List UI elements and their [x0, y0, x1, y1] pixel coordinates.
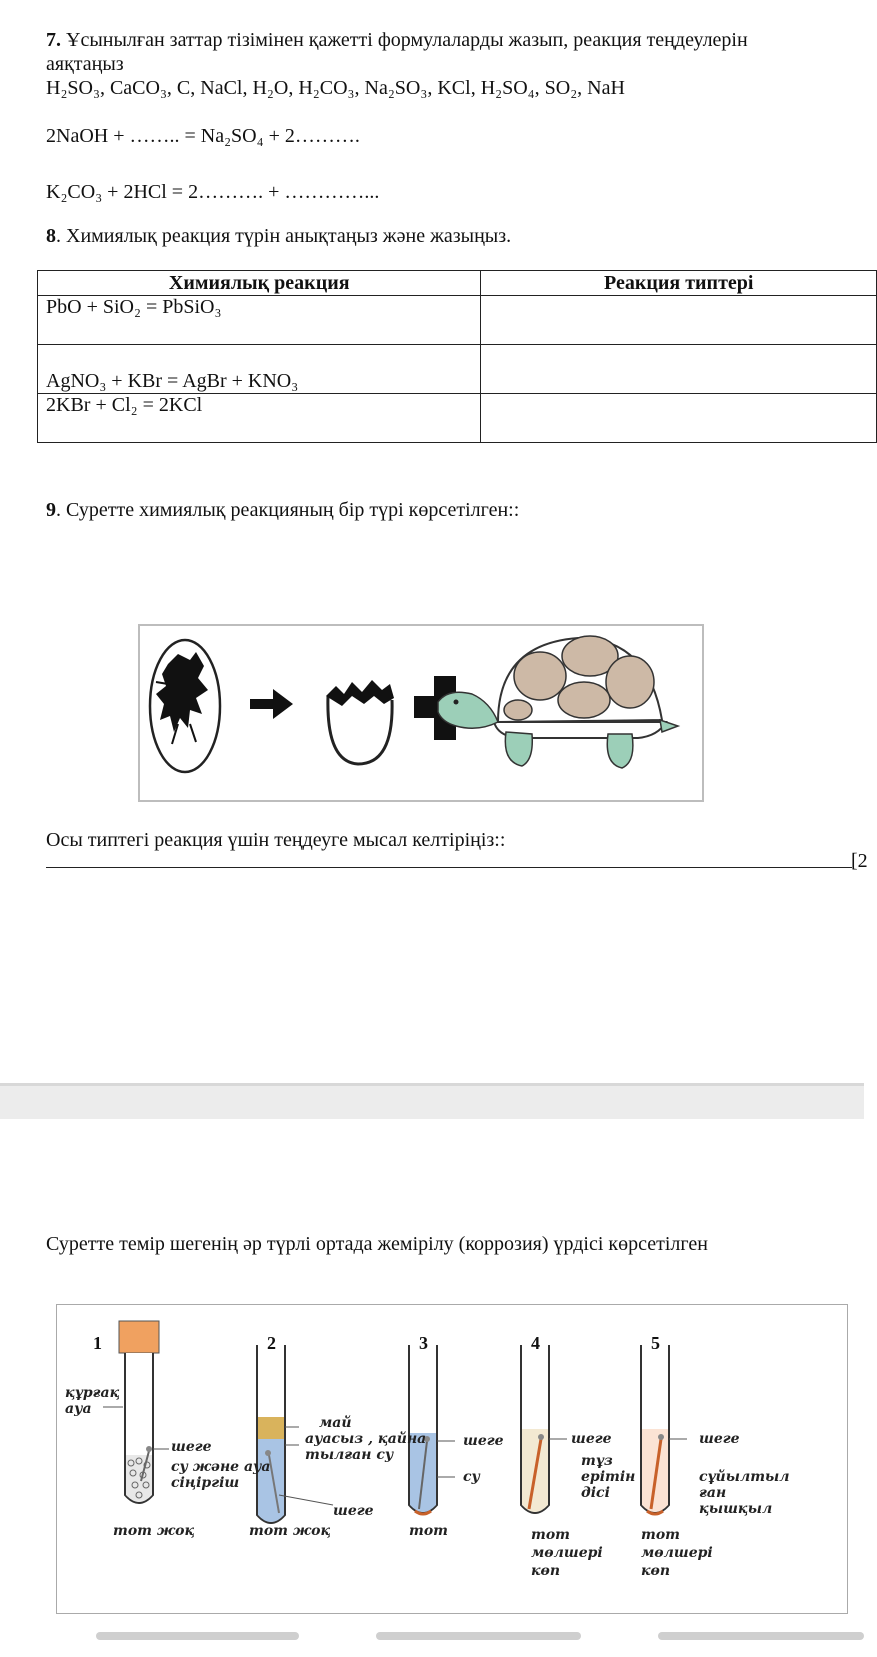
- reaction-type-cell[interactable]: [481, 394, 877, 443]
- reaction-cell: PbO + SiO₂ = PbSiO₃: [38, 296, 481, 345]
- q7-number: 7.: [46, 29, 61, 51]
- result-tube-5-line3: көп: [641, 1563, 670, 1579]
- answer-line[interactable]: [46, 867, 852, 868]
- reaction-text: AgNO₃ + KBr = AgBr + KNO₃: [46, 370, 299, 392]
- reaction-cell: [38, 345, 481, 394]
- label-air: ауа: [65, 1401, 92, 1417]
- decomposition-illustration: [138, 624, 704, 802]
- label-absorber: су және ауа: [171, 1459, 271, 1475]
- label-oil: май: [319, 1415, 352, 1431]
- broken-eggshell-icon: [326, 680, 394, 764]
- test-tube-3: [409, 1345, 455, 1514]
- test-tube-4: [521, 1345, 567, 1513]
- q7-equation-1: 2NaOH + …….. = Na₂SO₄ + 2……….: [46, 125, 360, 147]
- q9-instruction: . Суретте химиялық реакцияның бір түрі көрсетілген::: [56, 499, 520, 521]
- label-water: су: [463, 1469, 480, 1485]
- label-nail: шеге: [171, 1439, 212, 1455]
- label-salt: тұз: [581, 1453, 613, 1469]
- reaction-type-cell[interactable]: [481, 296, 877, 345]
- tube-number-3: 3: [419, 1333, 428, 1353]
- q8-instruction: . Химиялық реакция түрін анықтаңыз және жазыңыз.: [56, 225, 512, 247]
- corrosion-diagram: [56, 1304, 848, 1614]
- test-tube-5: [641, 1345, 687, 1514]
- reaction-table: [37, 270, 877, 443]
- q9-score: [2: [851, 850, 868, 872]
- tube-number-2: 2: [267, 1333, 276, 1353]
- q8-number: 8: [46, 225, 56, 247]
- label-boiled-water: ауасыз , қайна: [305, 1431, 427, 1447]
- header-reaction-type: Реакция типтері: [481, 271, 877, 296]
- reaction-cell: 2KBr + Cl₂ = 2KCl: [38, 394, 481, 443]
- label-boiled-water-2: тылған су: [305, 1447, 394, 1463]
- result-tube-5-line1: тот: [641, 1527, 680, 1543]
- oil-layer: [258, 1417, 284, 1439]
- label-nail: шеге: [333, 1503, 374, 1519]
- page-indicator-1[interactable]: [96, 1632, 299, 1640]
- q7-instruction-line2: аяқтаңыз: [46, 53, 124, 75]
- table-row: [38, 296, 877, 345]
- label-acid-3: қышқыл: [699, 1501, 773, 1517]
- result-tube-3: тот: [409, 1523, 448, 1539]
- table-row: [38, 394, 877, 443]
- corrosion-title: Суретте темір шегенің әр түрлі ортада жемірілу (коррозия) үрдісі көрсетілген: [46, 1233, 708, 1255]
- label-nail: шеге: [571, 1431, 612, 1447]
- result-tube-4-line2: мөлшері: [531, 1545, 603, 1561]
- result-tube-5-line2: мөлшері: [641, 1545, 713, 1561]
- label-acid: сұйылтыл: [699, 1469, 790, 1485]
- egg-icon: [150, 640, 220, 772]
- q7-instruction-line1: Ұсынылған заттар тізімінен қажетті формулаларды жазып, реакция теңдеулерін: [66, 29, 748, 51]
- result-tube-4-line1: тот: [531, 1527, 570, 1543]
- q9-number: 9: [46, 499, 56, 521]
- label-nail: шеге: [463, 1433, 504, 1449]
- table-header-row: [38, 271, 877, 296]
- test-tube-1: [103, 1321, 169, 1503]
- tube-number-5: 5: [651, 1333, 660, 1353]
- label-solution-2: дісі: [581, 1485, 610, 1501]
- tube-number-1: 1: [93, 1333, 102, 1353]
- tube-number-4: 4: [531, 1333, 540, 1353]
- label-absorber-2: сіңіргіш: [171, 1475, 240, 1491]
- q7-equation-2: K₂CO₃ + 2HCl = 2………. + …………...: [46, 181, 380, 203]
- result-tube-4-line3: көп: [531, 1563, 560, 1579]
- result-tube-2: тот жоқ: [249, 1523, 331, 1539]
- table-row: [38, 345, 877, 394]
- reaction-type-cell[interactable]: [481, 345, 877, 394]
- result-tube-1: тот жоқ: [113, 1523, 195, 1539]
- q7-substance-list: H₂SO₃, CaCO₃, C, NaCl, H₂O, H₂CO₃, Na₂SO₃, KCl, H₂SO₄, SO₂, NaH: [46, 77, 625, 99]
- label-solution: ерітін: [581, 1469, 636, 1485]
- q9-heading: [46, 498, 519, 522]
- label-dry: құрғақ: [65, 1385, 120, 1401]
- page-separator: [0, 1083, 864, 1119]
- label-nail: шеге: [699, 1431, 740, 1447]
- page-indicator-2[interactable]: [376, 1632, 581, 1640]
- label-acid-2: ған: [699, 1485, 727, 1501]
- page-indicator-3[interactable]: [658, 1632, 864, 1640]
- stopper: [119, 1321, 159, 1353]
- header-reaction: Химиялық реакция: [38, 271, 481, 296]
- q8-heading: [46, 224, 511, 248]
- q7-heading: [46, 28, 748, 52]
- q9-prompt: Осы типтегі реакция үшін теңдеуге мысал келтіріңіз::: [46, 829, 506, 851]
